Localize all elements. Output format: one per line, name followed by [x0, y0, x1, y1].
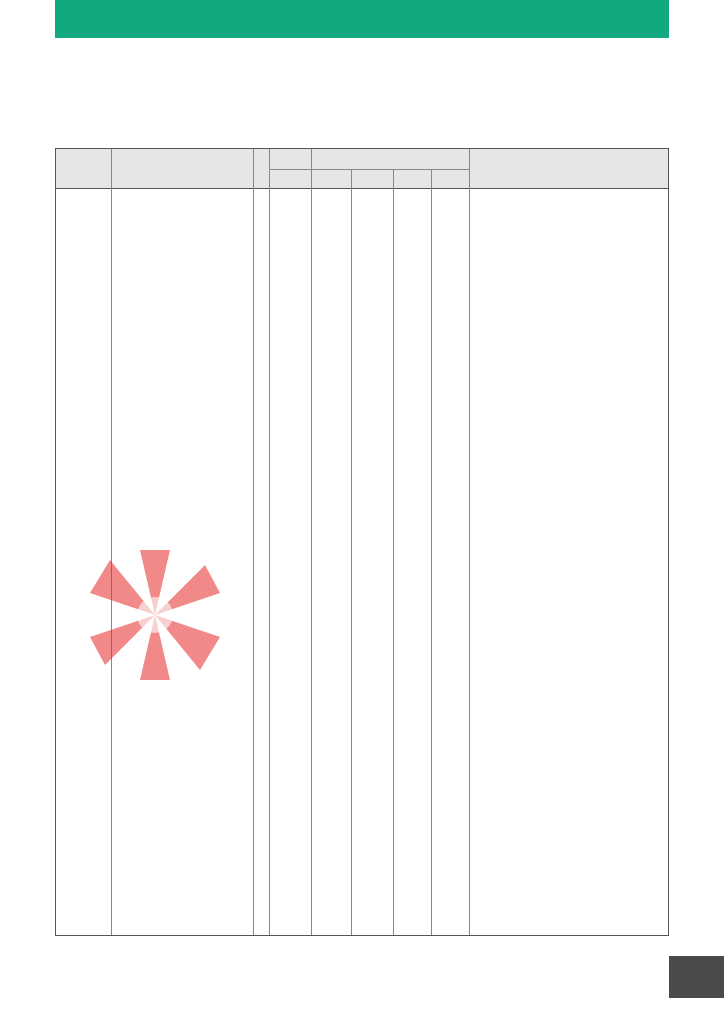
top-banner [55, 0, 669, 38]
red-logo-watermark [85, 545, 225, 685]
insert-spec-table [55, 148, 669, 936]
page-number [669, 956, 724, 998]
table-header [56, 149, 668, 189]
